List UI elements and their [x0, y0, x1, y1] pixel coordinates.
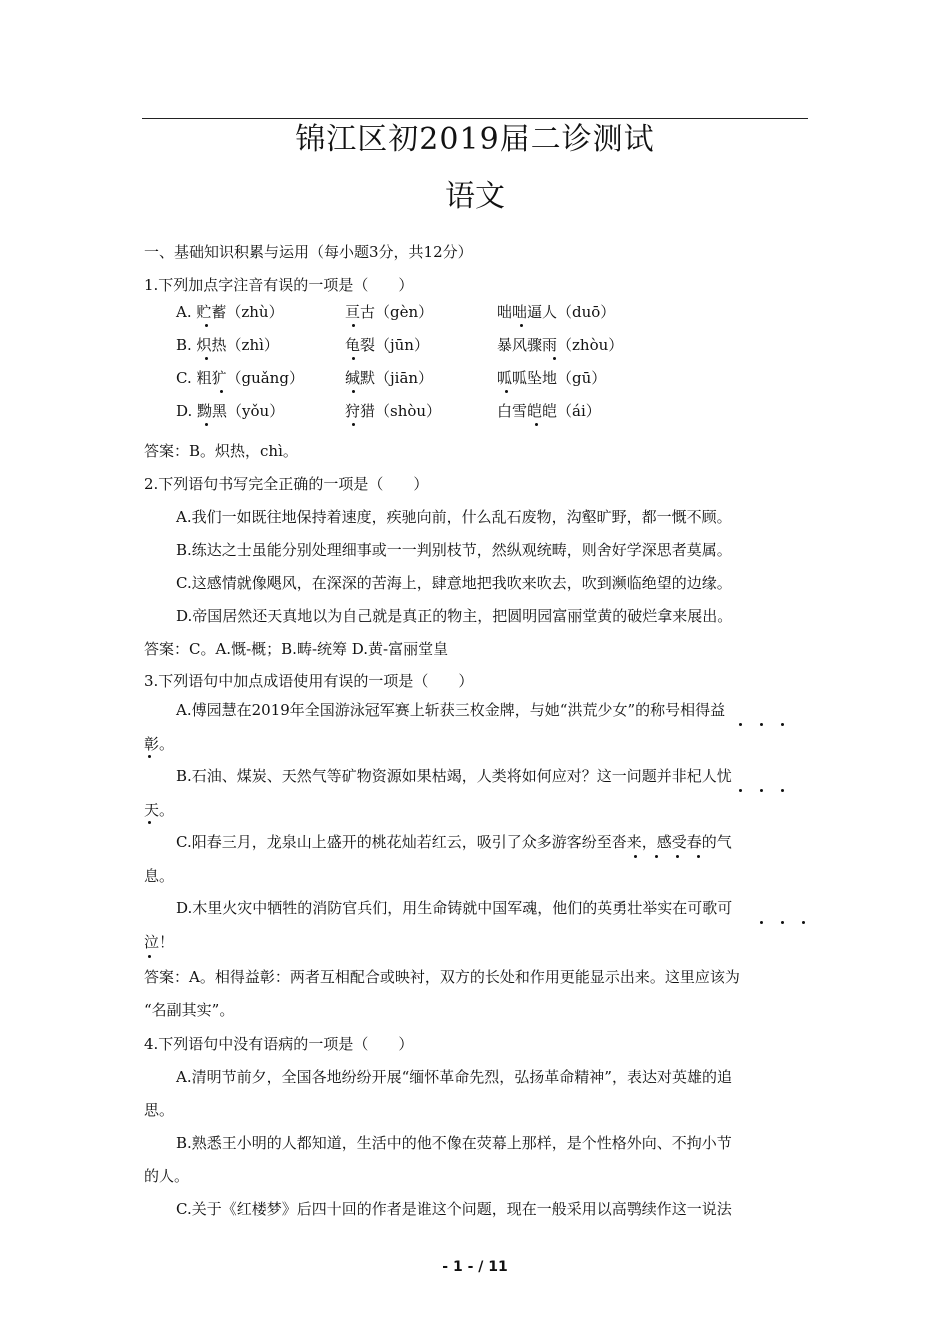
header-rule: [142, 118, 808, 119]
q1-option-d-2: 狩猎（shòu）: [345, 402, 442, 420]
q4-option-a-line2: 思。: [144, 1101, 175, 1119]
emphasis-dot: [553, 357, 556, 360]
emphasis-dot: [352, 390, 355, 393]
emphasis-dot: [781, 723, 784, 726]
q3-option-b-line2: 天。: [144, 801, 175, 819]
emphasis-dot: [760, 789, 763, 792]
emphasis-dot: [148, 821, 151, 824]
emphasis-dot: [760, 723, 763, 726]
emphasis-dot: [220, 390, 223, 393]
q4-option-b-line1: B.熟悉王小明的人都知道，生活中的他不像在荧幕上那样，是个性格外向、不拘小节: [176, 1134, 732, 1152]
q2-answer: 答案：C。A.慨-概；B.畴-统筹 D.黄-富丽堂皇: [144, 640, 449, 658]
q4-option-b-line2: 的人。: [144, 1167, 190, 1185]
emphasis-dot: [535, 423, 538, 426]
emphasis-dot: [148, 955, 151, 958]
q3-option-c-line2: 息。: [144, 867, 175, 885]
emphasis-dot: [205, 324, 208, 327]
q1-option-b-2: 龟裂（jūn）: [345, 336, 429, 354]
emphasis-dot: [697, 855, 700, 858]
q2-option-a: A.我们一如既往地保持着速度，疾驰向前，什么乱石废物，沟壑旷野，都一慨不顾。: [176, 508, 732, 526]
q3-option-a-line2: 彰。: [144, 735, 175, 753]
emphasis-dot: [781, 921, 784, 924]
emphasis-dot: [205, 423, 208, 426]
q1-option-c-2: 缄默（jiān）: [345, 369, 434, 387]
q3-option-c-line1: C.阳春三月，龙泉山上盛开的桃花灿若红云，吸引了众多游客纷至沓来，感受春的气: [176, 833, 732, 851]
q2-option-d: D.帝国居然还天真地以为自己就是真正的物主，把圆明园富丽堂黄的破烂拿来展出。: [176, 607, 733, 625]
q1-option-d-1: D. 黝黑（yǒu）: [176, 402, 285, 420]
emphasis-dot: [634, 855, 637, 858]
q3-option-d-line2: 泣！: [144, 933, 175, 951]
exam-title: 锦江区初2019届二诊测试: [295, 122, 655, 157]
emphasis-dot: [676, 855, 679, 858]
q1-option-a-1: A. 贮蓄（zhù）: [176, 303, 284, 321]
q1-option-c-3: 呱呱坠地（gū）: [497, 369, 607, 387]
emphasis-dot: [781, 789, 784, 792]
emphasis-dot: [739, 789, 742, 792]
emphasis-dot: [352, 357, 355, 360]
emphasis-dot: [505, 390, 508, 393]
q3-answer-line1: 答案：A。相得益彰：两者互相配合或映衬，双方的长处和作用更能显示出来。这里应该为: [144, 968, 740, 986]
q1-option-a-2: 亘古（gèn）: [345, 303, 434, 321]
emphasis-dot: [655, 855, 658, 858]
question-3-stem: 3.下列语句中加点成语使用有误的一项是（ ）: [144, 672, 474, 690]
q3-option-a-line1: A.傅园慧在2019年全国游泳冠军赛上斩获三枚金牌，与她“洪荒少女”的称号相得益: [176, 701, 726, 719]
page-number: - 1 - / 11: [442, 1259, 508, 1275]
q1-answer: 答案：B。炽热，chì。: [144, 442, 298, 460]
emphasis-dot: [352, 324, 355, 327]
emphasis-dot: [352, 423, 355, 426]
q1-option-b-3: 暴风骤雨（zhòu）: [497, 336, 624, 354]
q1-option-b-1: B. 炽热（zhì）: [176, 336, 279, 354]
emphasis-dot: [520, 324, 523, 327]
q4-option-c-line1: C.关于《红楼梦》后四十回的作者是谁这个问题，现在一般采用以高鹗续作这一说法: [176, 1200, 732, 1218]
q2-option-c: C.这感情就像飓风，在深深的苦海上，肆意地把我吹来吹去，吹到濒临绝望的边缘。: [176, 574, 732, 592]
question-2-stem: 2.下列语句书写完全正确的一项是（ ）: [144, 475, 429, 493]
q3-option-b-line1: B.石油、煤炭、天然气等矿物资源如果枯竭，人类将如何应对？这一问题并非杞人忧: [176, 767, 732, 785]
section-heading: 一、基础知识积累与运用（每小题3分，共12分）: [144, 243, 473, 261]
q1-option-c-1: C. 粗犷（guǎng）: [176, 369, 304, 387]
q3-answer-line2: “名副其实”。: [144, 1001, 235, 1019]
q1-option-a-3: 咄咄逼人（duō）: [497, 303, 616, 321]
emphasis-dot: [739, 723, 742, 726]
emphasis-dot: [205, 357, 208, 360]
subject-title: 语文: [445, 179, 505, 214]
emphasis-dot: [148, 755, 151, 758]
q2-option-b: B.练达之士虽能分别处理细事或一一判别枝节，然纵观统畴，则舍好学深思者莫属。: [176, 541, 732, 559]
q3-option-d-line1: D.木里火灾中牺牲的消防官兵们，用生命铸就中国军魂，他们的英勇壮举实在可歌可: [176, 899, 733, 917]
emphasis-dot: [802, 921, 805, 924]
emphasis-dot: [760, 921, 763, 924]
q1-option-d-3: 白雪皑皑（ái）: [497, 402, 601, 420]
question-4-stem: 4.下列语句中没有语病的一项是（ ）: [144, 1035, 414, 1053]
question-1-stem: 1.下列加点字注音有误的一项是（ ）: [144, 276, 414, 294]
q4-option-a-line1: A.清明节前夕，全国各地纷纷开展“缅怀革命先烈，弘扬革命精神”，表达对英雄的追: [176, 1068, 732, 1086]
